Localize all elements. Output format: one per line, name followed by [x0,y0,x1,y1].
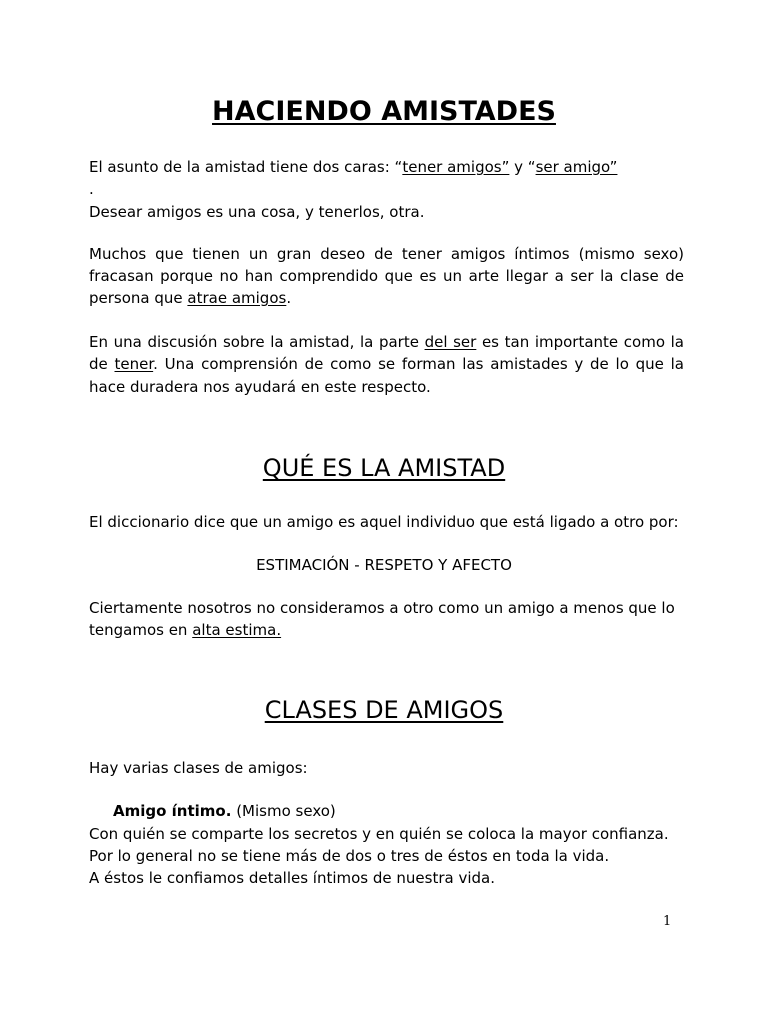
text: El asunto de la amistad tiene dos caras: “ [89,158,403,176]
paragraph-line: Hay varias clases de amigos: [89,759,308,777]
section-heading: CLASES DE AMIGOS [264,696,504,724]
underlined-phrase: ser amigo” [535,158,618,176]
text: persona que [89,289,188,307]
paragraph-line: Desear amigos es una cosa, y tenerlos, otra. [89,203,425,221]
text: y “ [509,158,536,176]
paragraph-line: Con quién se comparte los secretos y en quién se coloca la mayor confianza. [89,825,669,843]
underlined-phrase: alta estima. [192,621,282,639]
paragraph-line [89,158,617,176]
underlined-phrase: tener [114,355,154,373]
text: es tan importante como la [476,333,684,351]
item-note: (Mismo sexo) [236,802,336,820]
paragraph-line: hace duradera nos ayudará en este respecto. [89,378,431,396]
page-title: HACIENDO AMISTADES [212,96,556,127]
text: tengamos en [89,621,193,639]
text: En una discusión sobre la amistad, la parte [89,333,425,351]
paragraph-line: A éstos le confiamos detalles íntimos de nuestra vida. [89,869,495,887]
paragraph-line: fracasan porque no han comprendido que es un arte llegar a ser la clase de [89,267,684,285]
underlined-phrase: del ser [424,333,477,351]
centered-line: ESTIMACIÓN - RESPETO Y AFECTO [256,556,512,574]
paragraph-line: El diccionario dice que un amigo es aquel individuo que está ligado a otro por: [89,513,679,531]
underlined-phrase: tener amigos” [402,158,510,176]
paragraph-line: . [89,180,94,198]
text: . Una comprensión de como se forman las amistades y de lo que la [153,355,684,373]
item-title: Amigo íntimo. [113,802,232,820]
paragraph-line [89,355,684,373]
paragraph-line [89,333,684,351]
underlined-phrase: atrae amigos [187,289,287,307]
paragraph-line [89,621,281,639]
text: . [286,289,292,307]
paragraph-line [89,289,291,307]
page-number: 1 [663,914,672,929]
section-heading: QUÉ ES LA AMISTAD [262,454,506,482]
list-item-title [113,802,336,820]
paragraph-line: Por lo general no se tiene más de dos o tres de éstos en toda la vida. [89,847,610,865]
paragraph-line: Muchos que tienen un gran deseo de tener amigos íntimos (mismo sexo) [89,245,684,263]
text: de [89,355,115,373]
paragraph-line: Ciertamente nosotros no consideramos a otro como un amigo a menos que lo [89,599,675,617]
